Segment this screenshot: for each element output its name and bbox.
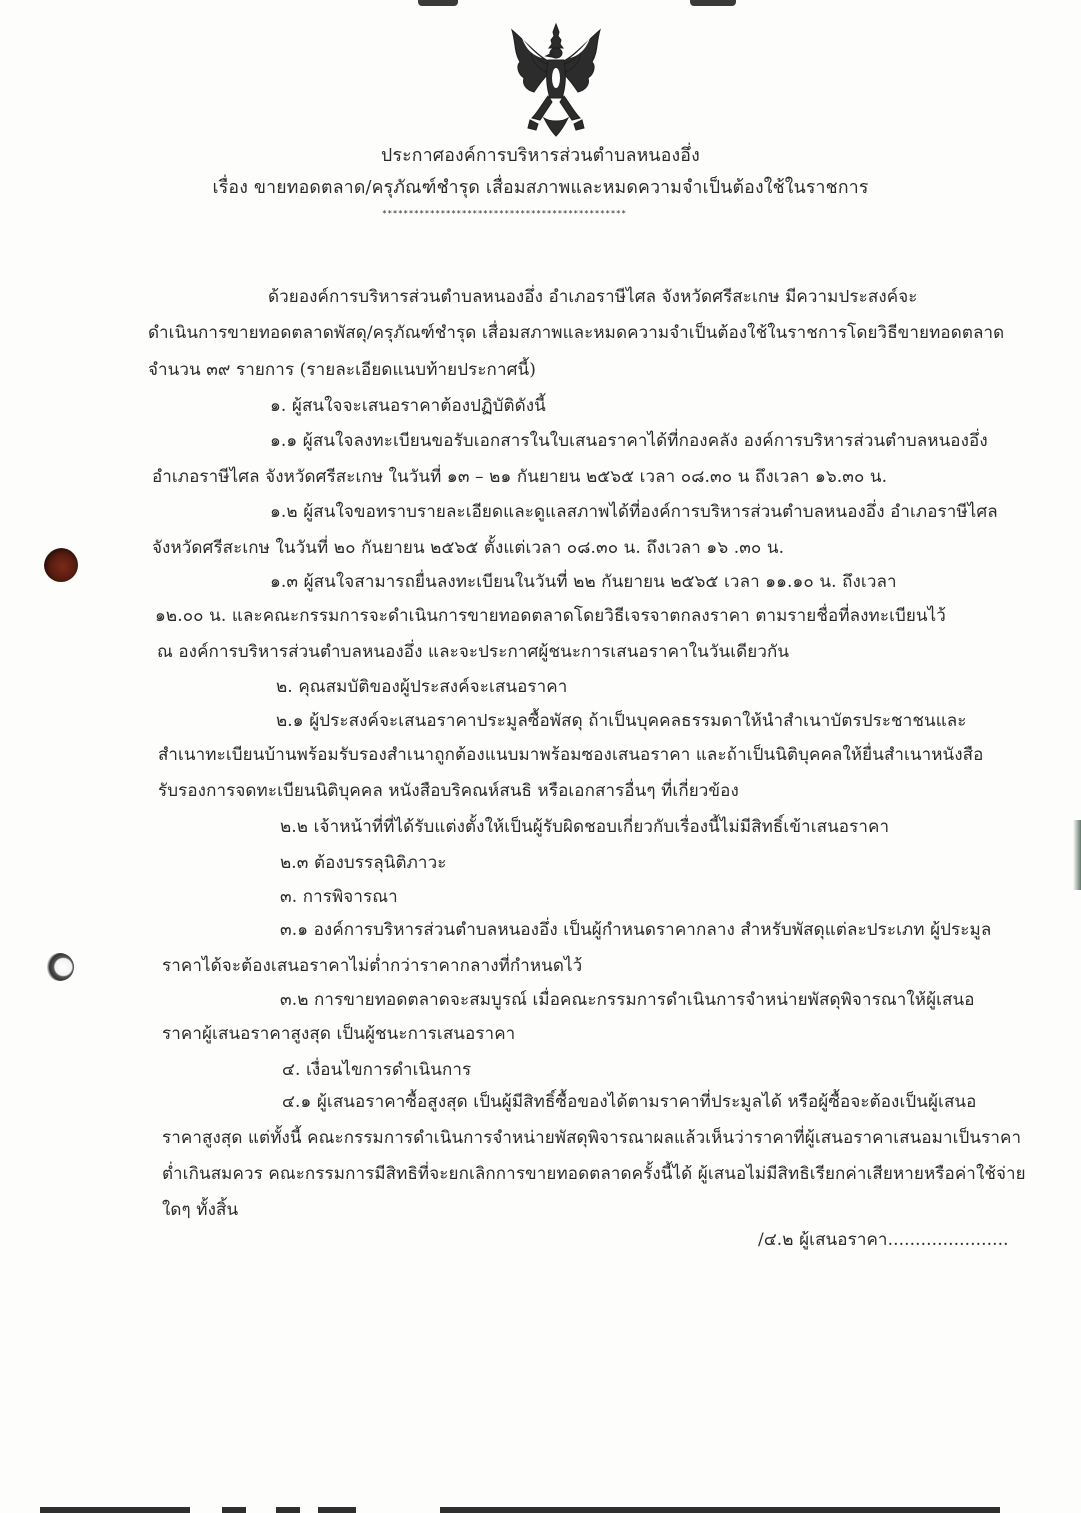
paragraph-line: ด้วยองค์การบริหารส่วนตำบลหนองอึ่ง อำเภอราษีไศล จังหวัดศรีสะเกษ มีความประสงค์จะ bbox=[268, 287, 918, 307]
paragraph-line: สำเนาทะเบียนบ้านพร้อมรับรองสำเนาถูกต้องแนบมาพร้อมซองเสนอราคา และถ้าเป็นนิติบุคคลให้ยื่นสำเนาหนังสือ bbox=[158, 745, 984, 765]
page-continuation: /๔.๒ ผู้เสนอราคา...................... bbox=[758, 1230, 1009, 1250]
scan-edge-mark bbox=[276, 1507, 300, 1513]
scan-edge-mark bbox=[440, 1507, 1000, 1513]
scan-edge-mark bbox=[418, 0, 458, 6]
paragraph-line: ๓.๒ การขายทอดตลาดจะสมบูรณ์ เมื่อคณะกรรมการดำเนินการจำหน่ายพัสดุพิจารณาให้ผู้เสนอ bbox=[280, 990, 975, 1010]
paragraph-line: จำนวน ๓๙ รายการ (รายละเอียดแนบท้ายประกาศนี้) bbox=[148, 360, 536, 380]
section-heading: ๔. เงื่อนไขการดำเนินการ bbox=[282, 1060, 472, 1080]
scan-edge-mark bbox=[1073, 820, 1081, 890]
scan-edge-mark bbox=[690, 0, 736, 6]
paragraph-line: ใดๆ ทั้งสิ้น bbox=[162, 1200, 239, 1220]
separator-line: ********************************************** bbox=[382, 209, 627, 218]
paragraph-line: ราคาผู้เสนอราคาสูงสุด เป็นผู้ชนะการเสนอราคา bbox=[162, 1024, 516, 1044]
announcement-subject: เรื่อง ขายทอดตลาด/ครุภัณฑ์ชำรุด เสื่อมสภาพและหมดความจำเป็นต้องใช้ในราชการ bbox=[212, 177, 869, 198]
paragraph-line: ดำเนินการขายทอดตลาดพัสดุ/ครุภัณฑ์ชำรุด เสื่อมสภาพและหมดความจำเป็นต้องใช้ในราชการโดยวิธีขายทอดตลาด bbox=[148, 323, 1005, 343]
punch-hole bbox=[46, 953, 74, 981]
scan-edge-mark bbox=[222, 1507, 246, 1513]
section-heading: ๒. คุณสมบัติของผู้ประสงค์จะเสนอราคา bbox=[276, 677, 568, 697]
scan-edge-mark bbox=[40, 1507, 190, 1513]
paragraph-line: ราคาได้จะต้องเสนอราคาไม่ต่ำกว่าราคากลางที่กำหนดไว้ bbox=[162, 956, 583, 976]
paragraph-line: รับรองการจดทะเบียนนิติบุคคล หนังสือบริคณห์สนธิ หรือเอกสารอื่นๆ ที่เกี่ยวข้อง bbox=[158, 781, 739, 801]
paragraph-line: ๑.๒ ผู้สนใจขอทราบรายละเอียดและดูแลสภาพได้ที่องค์การบริหารส่วนตำบลหนองอึ่ง อำเภอราษีไศล bbox=[270, 502, 998, 522]
garuda-emblem-icon bbox=[508, 22, 604, 138]
paragraph-line: อำเภอราษีไศล จังหวัดศรีสะเกษ ในวันที่ ๑๓ – ๒๑ กันยายน ๒๕๖๕ เวลา ๐๘.๓๐ น ถึงเวลา ๑๖.๓๐ น. bbox=[152, 467, 888, 487]
paragraph-line: ๒.๑ ผู้ประสงค์จะเสนอราคาประมูลซื้อพัสดุ ถ้าเป็นบุคคลธรรมดาให้นำสำเนาบัตรประชาชนและ bbox=[276, 711, 967, 731]
paragraph-line: ๒.๓ ต้องบรรลุนิติภาวะ bbox=[280, 853, 447, 873]
paragraph-line: ๔.๑ ผู้เสนอราคาซื้อสูงสุด เป็นผู้มีสิทธิ์ซื้อของได้ตามราคาที่ประมูลได้ หรือผู้ซื้อจะต้องเป็นผู้เสนอ bbox=[282, 1092, 977, 1112]
paragraph-line: ๑๒.๐๐ น. และคณะกรรมการจะดำเนินการขายทอดตลาดโดยวิธีเจรจาตกลงราคา ตามรายชื่อที่ลงทะเบียนไว้ bbox=[155, 606, 946, 626]
paragraph-line: ๑.๓ ผู้สนใจสามารถยื่นลงทะเบียนในวันที่ ๒๒ กันยายน ๒๕๖๕ เวลา ๑๑.๑๐ น. ถึงเวลา bbox=[270, 572, 897, 592]
section-heading: ๓. การพิจารณา bbox=[280, 887, 398, 907]
scan-edge-mark bbox=[318, 1507, 356, 1513]
paragraph-line: ราคาสูงสุด แต่ทั้งนี้ คณะกรรมการดำเนินการจำหน่ายพัสดุพิจารณาผลแล้วเห็นว่าราคาที่ผู้เสนอราคาเสนอมาเป็นราคา bbox=[162, 1128, 1022, 1148]
paragraph-line: ณ องค์การบริหารส่วนตำบลหนองอึ่ง และจะประกาศผู้ชนะการเสนอราคาในวันเดียวกัน bbox=[157, 642, 790, 662]
paragraph-line: ๒.๒ เจ้าหน้าที่ที่ได้รับแต่งตั้งให้เป็นผู้รับผิดชอบเกี่ยวกับเรื่องนี้ไม่มีสิทธิ์เข้าเสนอราคา bbox=[280, 817, 890, 837]
paragraph-line: ต่ำเกินสมควร คณะกรรมการมีสิทธิที่จะยกเลิกการขายทอดตลาดครั้งนี้ได้ ผู้เสนอไม่มีสิทธิเรียกค่าเสียหายหรือค่าใช้จ่าย bbox=[162, 1164, 1026, 1184]
announcement-title: ประกาศองค์การบริหารส่วนตำบลหนองอึ่ง bbox=[381, 145, 700, 166]
paragraph-line: ๓.๑ องค์การบริหารส่วนตำบลหนองอึ่ง เป็นผู้กำหนดราคากลาง สำหรับพัสดุแต่ละประเภท ผู้ประมูล bbox=[280, 920, 992, 940]
paragraph-line: ๑.๑ ผู้สนใจลงทะเบียนขอรับเอกสารในใบเสนอราคาได้ที่กองคลัง องค์การบริหารส่วนตำบลหนองอึ่ง bbox=[270, 431, 988, 451]
section-heading: ๑. ผู้สนใจจะเสนอราคาต้องปฏิบัติดังนี้ bbox=[270, 396, 546, 416]
punch-hole bbox=[44, 548, 78, 582]
paragraph-line: จังหวัดศรีสะเกษ ในวันที่ ๒๐ กันยายน ๒๕๖๕ ตั้งแต่เวลา ๐๘.๓๐ น. ถึงเวลา ๑๖ .๓๐ น. bbox=[152, 538, 785, 558]
